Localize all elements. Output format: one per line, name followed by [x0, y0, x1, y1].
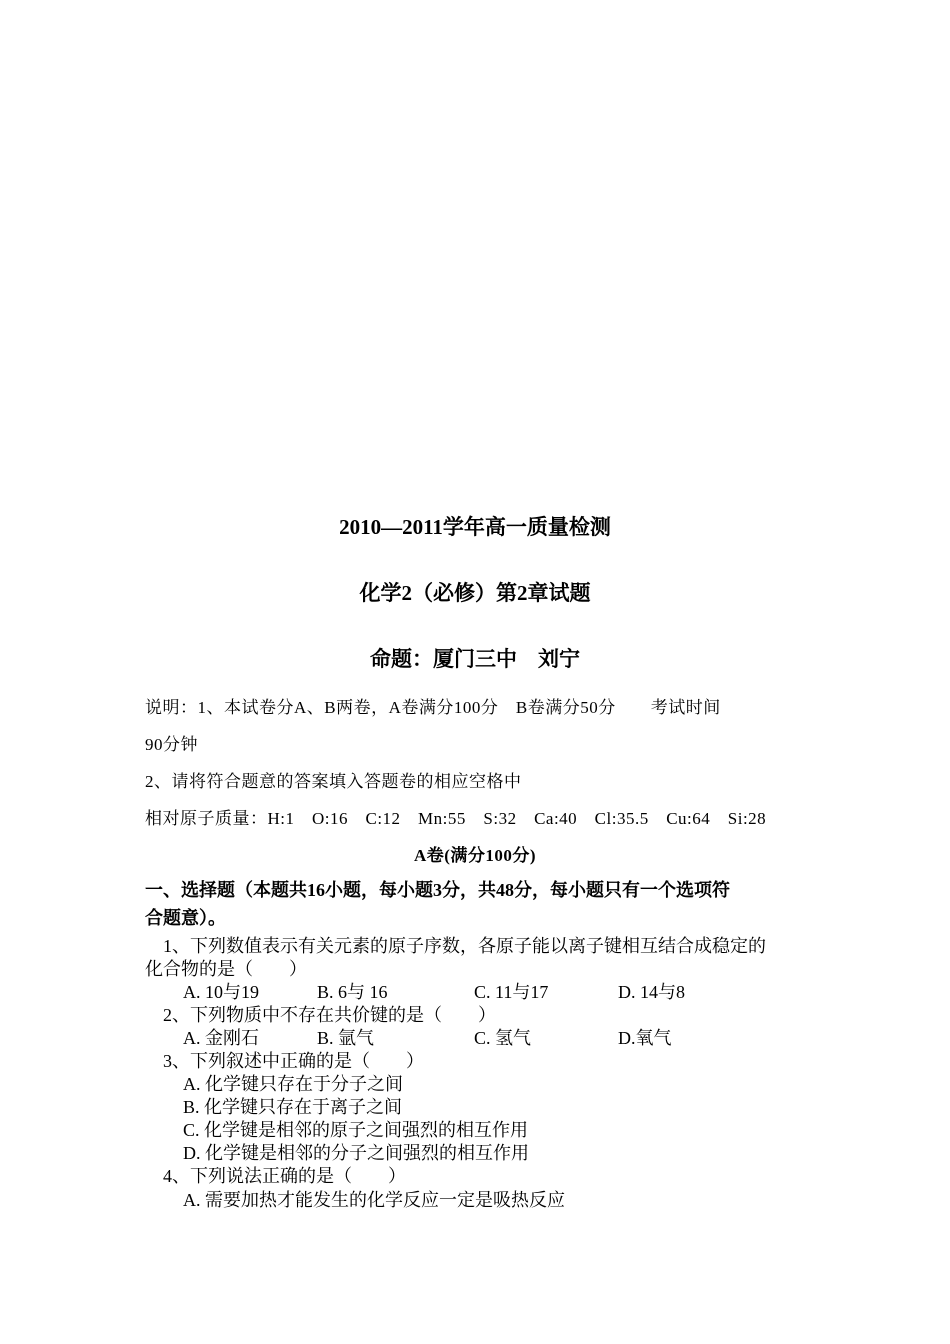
q2-stem: 2、下列物质中不存在共价键的是（ ）: [163, 1005, 496, 1025]
atomic-mass-line: 相对原子质量：H:1 O:16 C:12 Mn:55 S:32 Ca:40 Cl:35.5 Cu:64 Si:28: [145, 809, 767, 828]
q3-option-a: A. 化学键只存在于分子之间: [183, 1074, 403, 1094]
part1-title-line-1: 一、选择题（本题共16小题，每小题3分，共48分，每小题只有一个选项符: [145, 880, 730, 900]
instructions-line-1-cont: 90分钟: [145, 735, 198, 754]
q3-option-d: D. 化学键是相邻的分子之间强烈的相互作用: [183, 1143, 529, 1163]
q3-option-b: B. 化学键只存在于离子之间: [183, 1097, 403, 1117]
exam-author: 命题：厦门三中 刘宁: [370, 647, 580, 671]
section-a-heading: A卷(满分100分): [413, 846, 537, 865]
q4-stem: 4、下列说法正确的是（ ）: [163, 1166, 406, 1186]
q3-stem: 3、下列叙述中正确的是（ ）: [163, 1051, 424, 1071]
q1-stem-line-1: 1、下列数值表示有关元素的原子序数，各原子能以离子键相互结合成稳定的: [163, 936, 766, 956]
exam-subtitle: 化学2（必修）第2章试题: [359, 581, 591, 605]
q2-option-c: C. 氢气: [474, 1028, 532, 1048]
q1-option-a: A. 10与19: [183, 982, 259, 1002]
q1-option-c: C. 11与17: [474, 982, 549, 1002]
part1-title-line-2: 合题意）。: [145, 908, 226, 928]
exam-title: 2010—2011学年高一质量检测: [339, 515, 611, 539]
instructions-line-2: 2、请将符合题意的答案填入答题卷的相应空格中: [145, 772, 522, 791]
q2-option-b: B. 氩气: [317, 1028, 375, 1048]
q1-option-d: D. 14与8: [618, 982, 685, 1002]
q3-option-c: C. 化学键是相邻的原子之间强烈的相互作用: [183, 1120, 529, 1140]
q2-option-a: A. 金刚石: [183, 1028, 259, 1048]
q1-stem-line-2: 化合物的是（ ）: [145, 959, 307, 979]
q2-option-d: D.氧气: [618, 1028, 672, 1048]
q1-option-b: B. 6与 16: [317, 982, 388, 1002]
q4-option-a: A. 需要加热才能发生的化学反应一定是吸热反应: [183, 1190, 565, 1210]
instructions-line-1: 说明：1、本试卷分A、B两卷，A卷满分100分 B卷满分50分 考试时间: [145, 698, 721, 717]
